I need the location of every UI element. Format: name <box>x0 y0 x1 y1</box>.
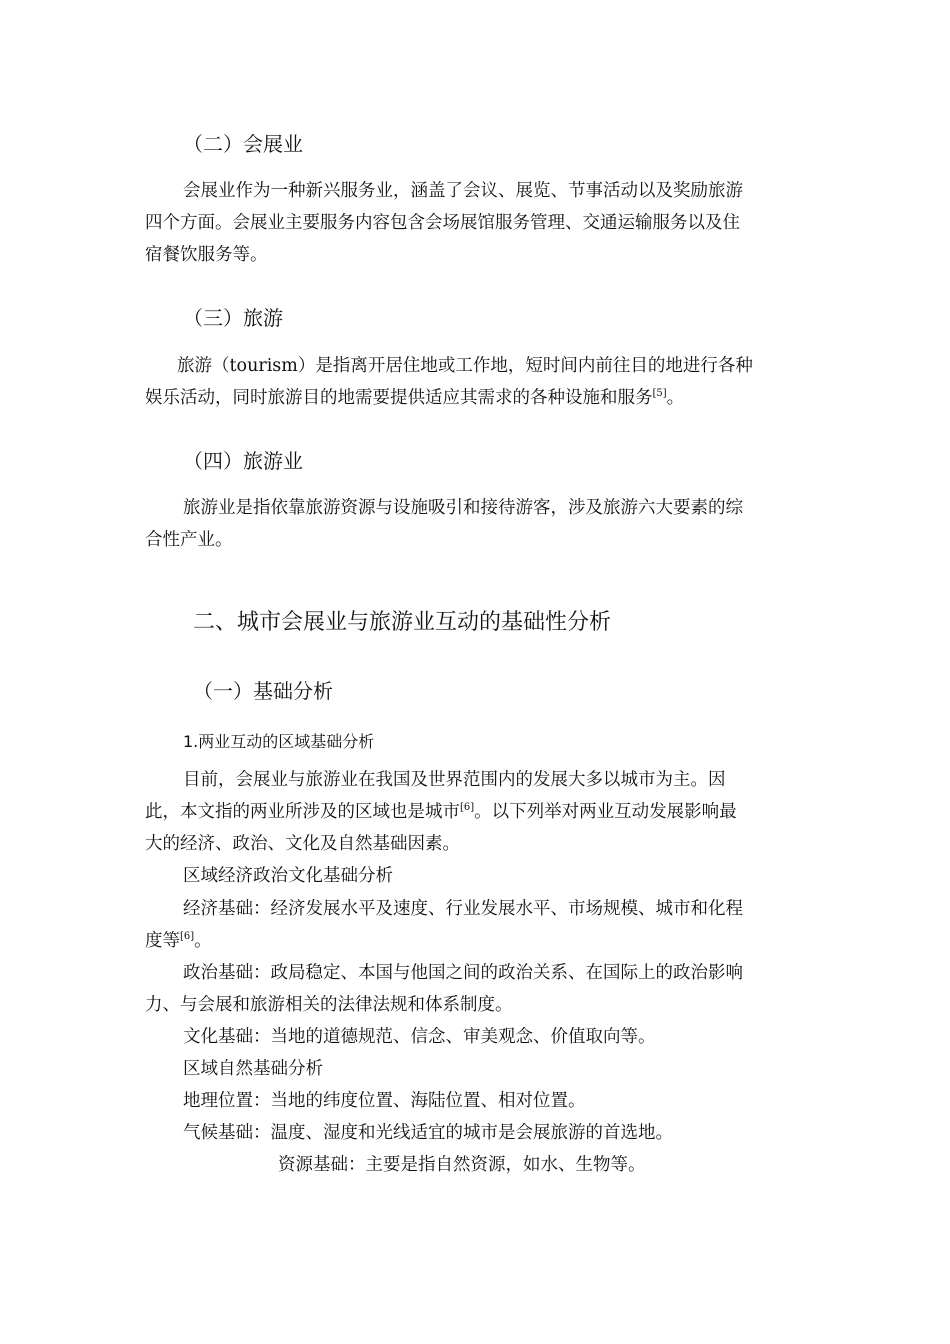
line-text: 此，本文指的两业所涉及的区域也是城市 <box>145 802 460 822</box>
citation-ref: [6] <box>180 931 195 943</box>
paragraph-line <box>145 382 684 414</box>
paragraph-line: 文化基础：当地的道德规范、信念、审美观念、价值取向等。 <box>183 1027 656 1047</box>
section-heading-tourism-industry: （四）旅游业 <box>183 449 303 473</box>
line-text: 度等 <box>145 931 180 951</box>
line-end: 。以下列举对两业互动发展影响最 <box>474 802 737 822</box>
paragraph-line: 四个方面。会展业主要服务内容包含会场展馆服务管理、交通运输服务以及住 <box>145 213 740 233</box>
list-title: 区域自然基础分析 <box>183 1059 323 1079</box>
line-text: 娱乐活动，同时旅游目的地需要提供适应其需求的各种设施和服务 <box>145 388 653 408</box>
paragraph-line: 政治基础：政局稳定、本国与他国之间的政治关系、在国际上的政治影响 <box>183 963 743 983</box>
paragraph-line: 宿餐饮服务等。 <box>145 245 268 265</box>
citation-ref: [5] <box>652 388 667 400</box>
paragraph-line: 气候基础：温度、湿度和光线适宜的城市是会展旅游的首选地。 <box>183 1123 673 1143</box>
paragraph-line: 旅游业是指依靠旅游资源与设施吸引和接待游客，涉及旅游六大要素的综 <box>183 498 743 518</box>
paragraph-line: 旅游（tourism）是指离开居住地或工作地，短时间内前往目的地进行各种 <box>177 356 753 376</box>
section-heading-tourism: （三）旅游 <box>183 306 283 330</box>
paragraph-line: 经济基础：经济发展水平及速度、行业发展水平、市场规模、城市和化程 <box>183 899 743 919</box>
paragraph-line: 地理位置：当地的纬度位置、海陆位置、相对位置。 <box>183 1091 586 1111</box>
chapter-heading: 二、城市会展业与旅游业互动的基础性分析 <box>193 610 612 635</box>
section-heading-conference: （二）会展业 <box>183 132 303 156</box>
sub-sub-heading: 1.两业互动的区域基础分析 <box>183 732 375 751</box>
paragraph-line: 会展业作为一种新兴服务业，涵盖了会议、展览、节事活动以及奖励旅游 <box>183 181 743 201</box>
line-end: 。 <box>194 931 212 951</box>
paragraph-line: 目前，会展业与旅游业在我国及世界范围内的发展大多以城市为主。因 <box>183 770 726 790</box>
paragraph-line: 资源基础：主要是指自然资源，如水、生物等。 <box>278 1155 646 1175</box>
line-end: 。 <box>666 388 685 408</box>
sub-heading-basic-analysis: （一）基础分析 <box>193 679 333 703</box>
paragraph-line <box>145 796 737 828</box>
paragraph-line: 力、与会展和旅游相关的法律法规和体系制度。 <box>145 995 513 1015</box>
paragraph-line: 合性产业。 <box>145 530 233 550</box>
citation-ref: [6] <box>460 802 475 814</box>
list-title: 区域经济政治文化基础分析 <box>183 866 393 886</box>
paragraph-line: 大的经济、政治、文化及自然基础因素。 <box>145 834 460 854</box>
paragraph-line <box>145 925 212 957</box>
